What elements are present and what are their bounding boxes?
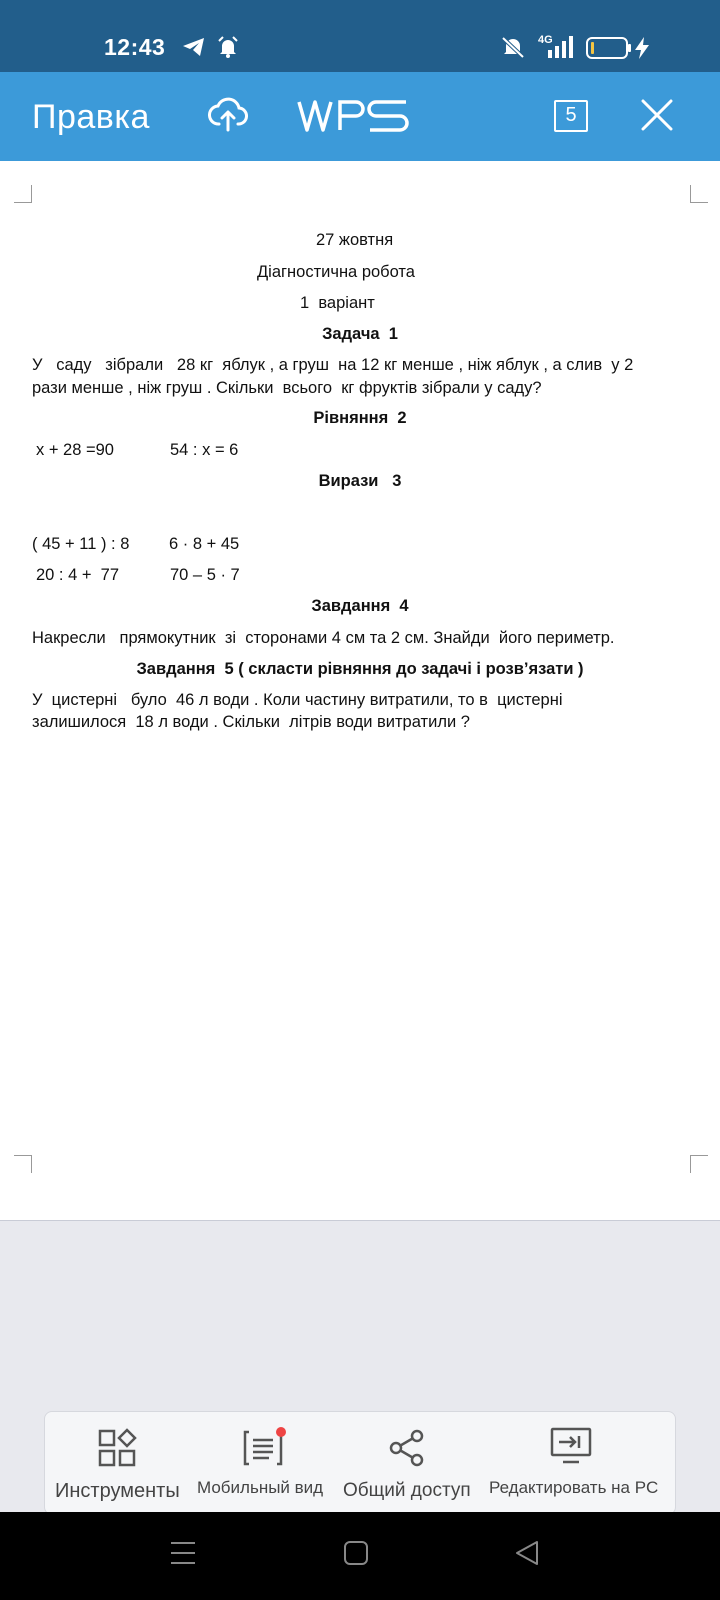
document-page[interactable]: [0, 161, 720, 1221]
task4-text: Накресли прямокутник зі сторонами 4 см та 2 см. Знайди його периметр.: [32, 629, 615, 647]
mobile-view-button[interactable]: [197, 1412, 333, 1516]
task1-text-line: рази менше , ніж груш . Скільки всього кг фруктів зібрали у саду?: [32, 379, 542, 397]
tools-label: Инструменты: [55, 1480, 180, 1502]
notification-dot: [276, 1427, 286, 1437]
charging-icon: [634, 37, 650, 59]
equation: 54 : x = 6: [170, 441, 239, 459]
wps-logo: [296, 96, 414, 136]
edit-button[interactable]: Правка: [32, 98, 150, 136]
task5-text-line: У цистерні було 46 л води . Коли частину витратили, то в цистерні: [32, 691, 563, 709]
status-time: 12:43: [104, 34, 166, 60]
task4-title: Завдання 4: [311, 597, 409, 615]
tools-grid-icon: [97, 1428, 137, 1468]
task1-title: Задача 1: [322, 325, 398, 343]
page-corner-mark: [14, 185, 32, 203]
page-corner-mark: [690, 185, 708, 203]
battery-icon: [586, 37, 632, 59]
mobile-view-label: Мобильный вид: [197, 1478, 324, 1497]
expression: ( 45 + 11 ) : 8: [32, 535, 130, 553]
task5-text-line: залишилося 18 л води . Скільки літрів води витратили ?: [32, 713, 470, 731]
bottom-toolbar: [44, 1411, 676, 1515]
share-icon: [387, 1428, 427, 1468]
network-type: 4G: [538, 34, 553, 46]
home-icon[interactable]: [343, 1540, 369, 1566]
tabs-count: 5: [565, 104, 577, 126]
expression: 70 – 5 · 7: [170, 566, 240, 584]
wps-logo-icon: [296, 96, 414, 136]
task5-title: Завдання 5 ( скласти рівняння до задачі і розв’язати ): [136, 660, 584, 678]
alarm-icon: [216, 35, 240, 59]
status-bar: [0, 0, 720, 72]
task2-title: Рівняння 2: [313, 409, 407, 427]
doc-heading: Діагностична робота: [257, 263, 415, 281]
navigation-bar: [0, 1512, 720, 1600]
telegram-icon: [182, 37, 206, 57]
expression: 6 · 8 + 45: [169, 535, 240, 553]
edit-on-pc-icon: [549, 1426, 593, 1466]
tools-button[interactable]: [53, 1412, 193, 1516]
page-corner-mark: [14, 1155, 32, 1173]
mute-icon: [500, 36, 526, 58]
edit-on-pc-label: Редактировать на PC: [489, 1478, 659, 1497]
share-label: Общий доступ: [343, 1480, 471, 1501]
doc-date: 27 жовтня: [316, 231, 394, 249]
tabs-counter-button[interactable]: [554, 100, 588, 132]
close-icon[interactable]: [640, 98, 674, 132]
edit-on-pc-button[interactable]: [485, 1412, 665, 1516]
app-bar: [0, 72, 720, 161]
doc-variant: 1 варіант: [300, 294, 375, 312]
mobile-view-icon: [241, 1426, 289, 1470]
task1-text-line: У саду зібрали 28 кг яблук , а груш на 12 кг менше , ніж яблук , а слив у 2: [32, 356, 634, 374]
menu-icon[interactable]: [170, 1540, 196, 1566]
signal-icon: [546, 36, 576, 58]
equation: x + 28 =90: [36, 441, 114, 459]
task3-title: Вирази 3: [318, 472, 402, 490]
share-button[interactable]: [339, 1412, 475, 1516]
back-icon[interactable]: [514, 1540, 540, 1566]
cloud-upload-icon[interactable]: [208, 96, 248, 132]
page-corner-mark: [690, 1155, 708, 1173]
expression: 20 : 4 + 77: [36, 566, 120, 584]
